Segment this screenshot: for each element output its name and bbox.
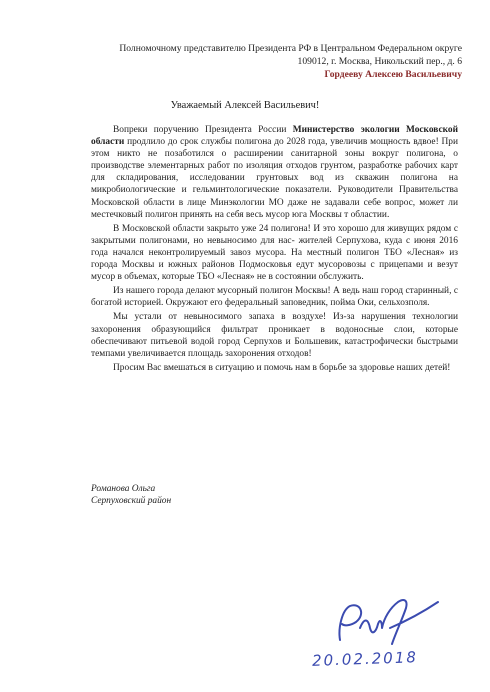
salutation: Уважаемый Алексей Васильевич! [170,100,320,111]
paragraph-1 [91,124,458,221]
addressee-name: Гордееву Алексею Васильевичу [324,69,462,81]
letter-body [91,124,458,376]
addressee-block [119,42,462,82]
paragraph-2: В Московской области закрыто уже 24 полигона! И это хорошо для живущих рядом с закрытыми полигонами, но невыносимо для нас- жителей Серпухова, куда с июня 2016 года начался неконтролируемый завоз мусора. На местный полигон ТБО «Лесная» из города Москвы и южных районов Подмосковья едут мусоровозы с прицепами и везут мусор в объемах, которые ТБО «Лесная» не в состоянии обслужить. [91,223,458,283]
paragraph-4: Мы устали от невыносимого запаха в воздухе! Из-за нарушения технологии захоронения образующийся фильтрат проникает в водоносные слои, которые обеспечивают питьевой водой город Серпухов и Большевик, катастрофически быстрыми темпами увеличивается площадь захоронения отходов! [91,312,458,359]
addressee-address: 109012, г. Москва, Никольский пер., д. 6 [297,56,462,68]
handwritten-date: 20.02.2018 [311,648,419,670]
sender-name: Романова Ольга [91,484,156,494]
paragraph-5: Просим Вас вмешаться в ситуацию и помочь нам в борьбе за здоровье наших детей! [113,362,451,373]
paragraph-1-intro: Вопреки поручению Президента России [113,125,293,135]
paragraph-1-bold: Министерство экологии Московской области [91,125,458,148]
paragraph-1-rest: продлило до срок службы полигона до 2028 года, увеличив мощность вдвое! При этом никто не позаботился о расширении санитарной зоны вокруг полигона, о производстве элементарных работ по изоляция отходов грунтом, разработке рабочих карт для складирования, исследовании грунтовых вод из скважин полигона на микробиологические и гельминтологические показатели. Руководители Правительства Московской области в лице Минэкологии МО даже не задавали себе вопрос, может ли местечковый полигон принять на себя весь мусор юга Москвы т областии. [91,137,458,220]
sender-district: Серпуховский район [91,496,172,507]
addressee-title: Полномочному представителю Президента РФ в Центральном Федеральном округе [119,43,462,54]
paragraph-3: Из нашего города делают мусорный полигон Москвы! А ведь наш город старинный, с богатой историей. Окружают его федеральный заповедник, пойма Оки, сельхозполя. [91,286,458,309]
sender-block [91,483,171,507]
handwritten-signature [320,588,460,652]
